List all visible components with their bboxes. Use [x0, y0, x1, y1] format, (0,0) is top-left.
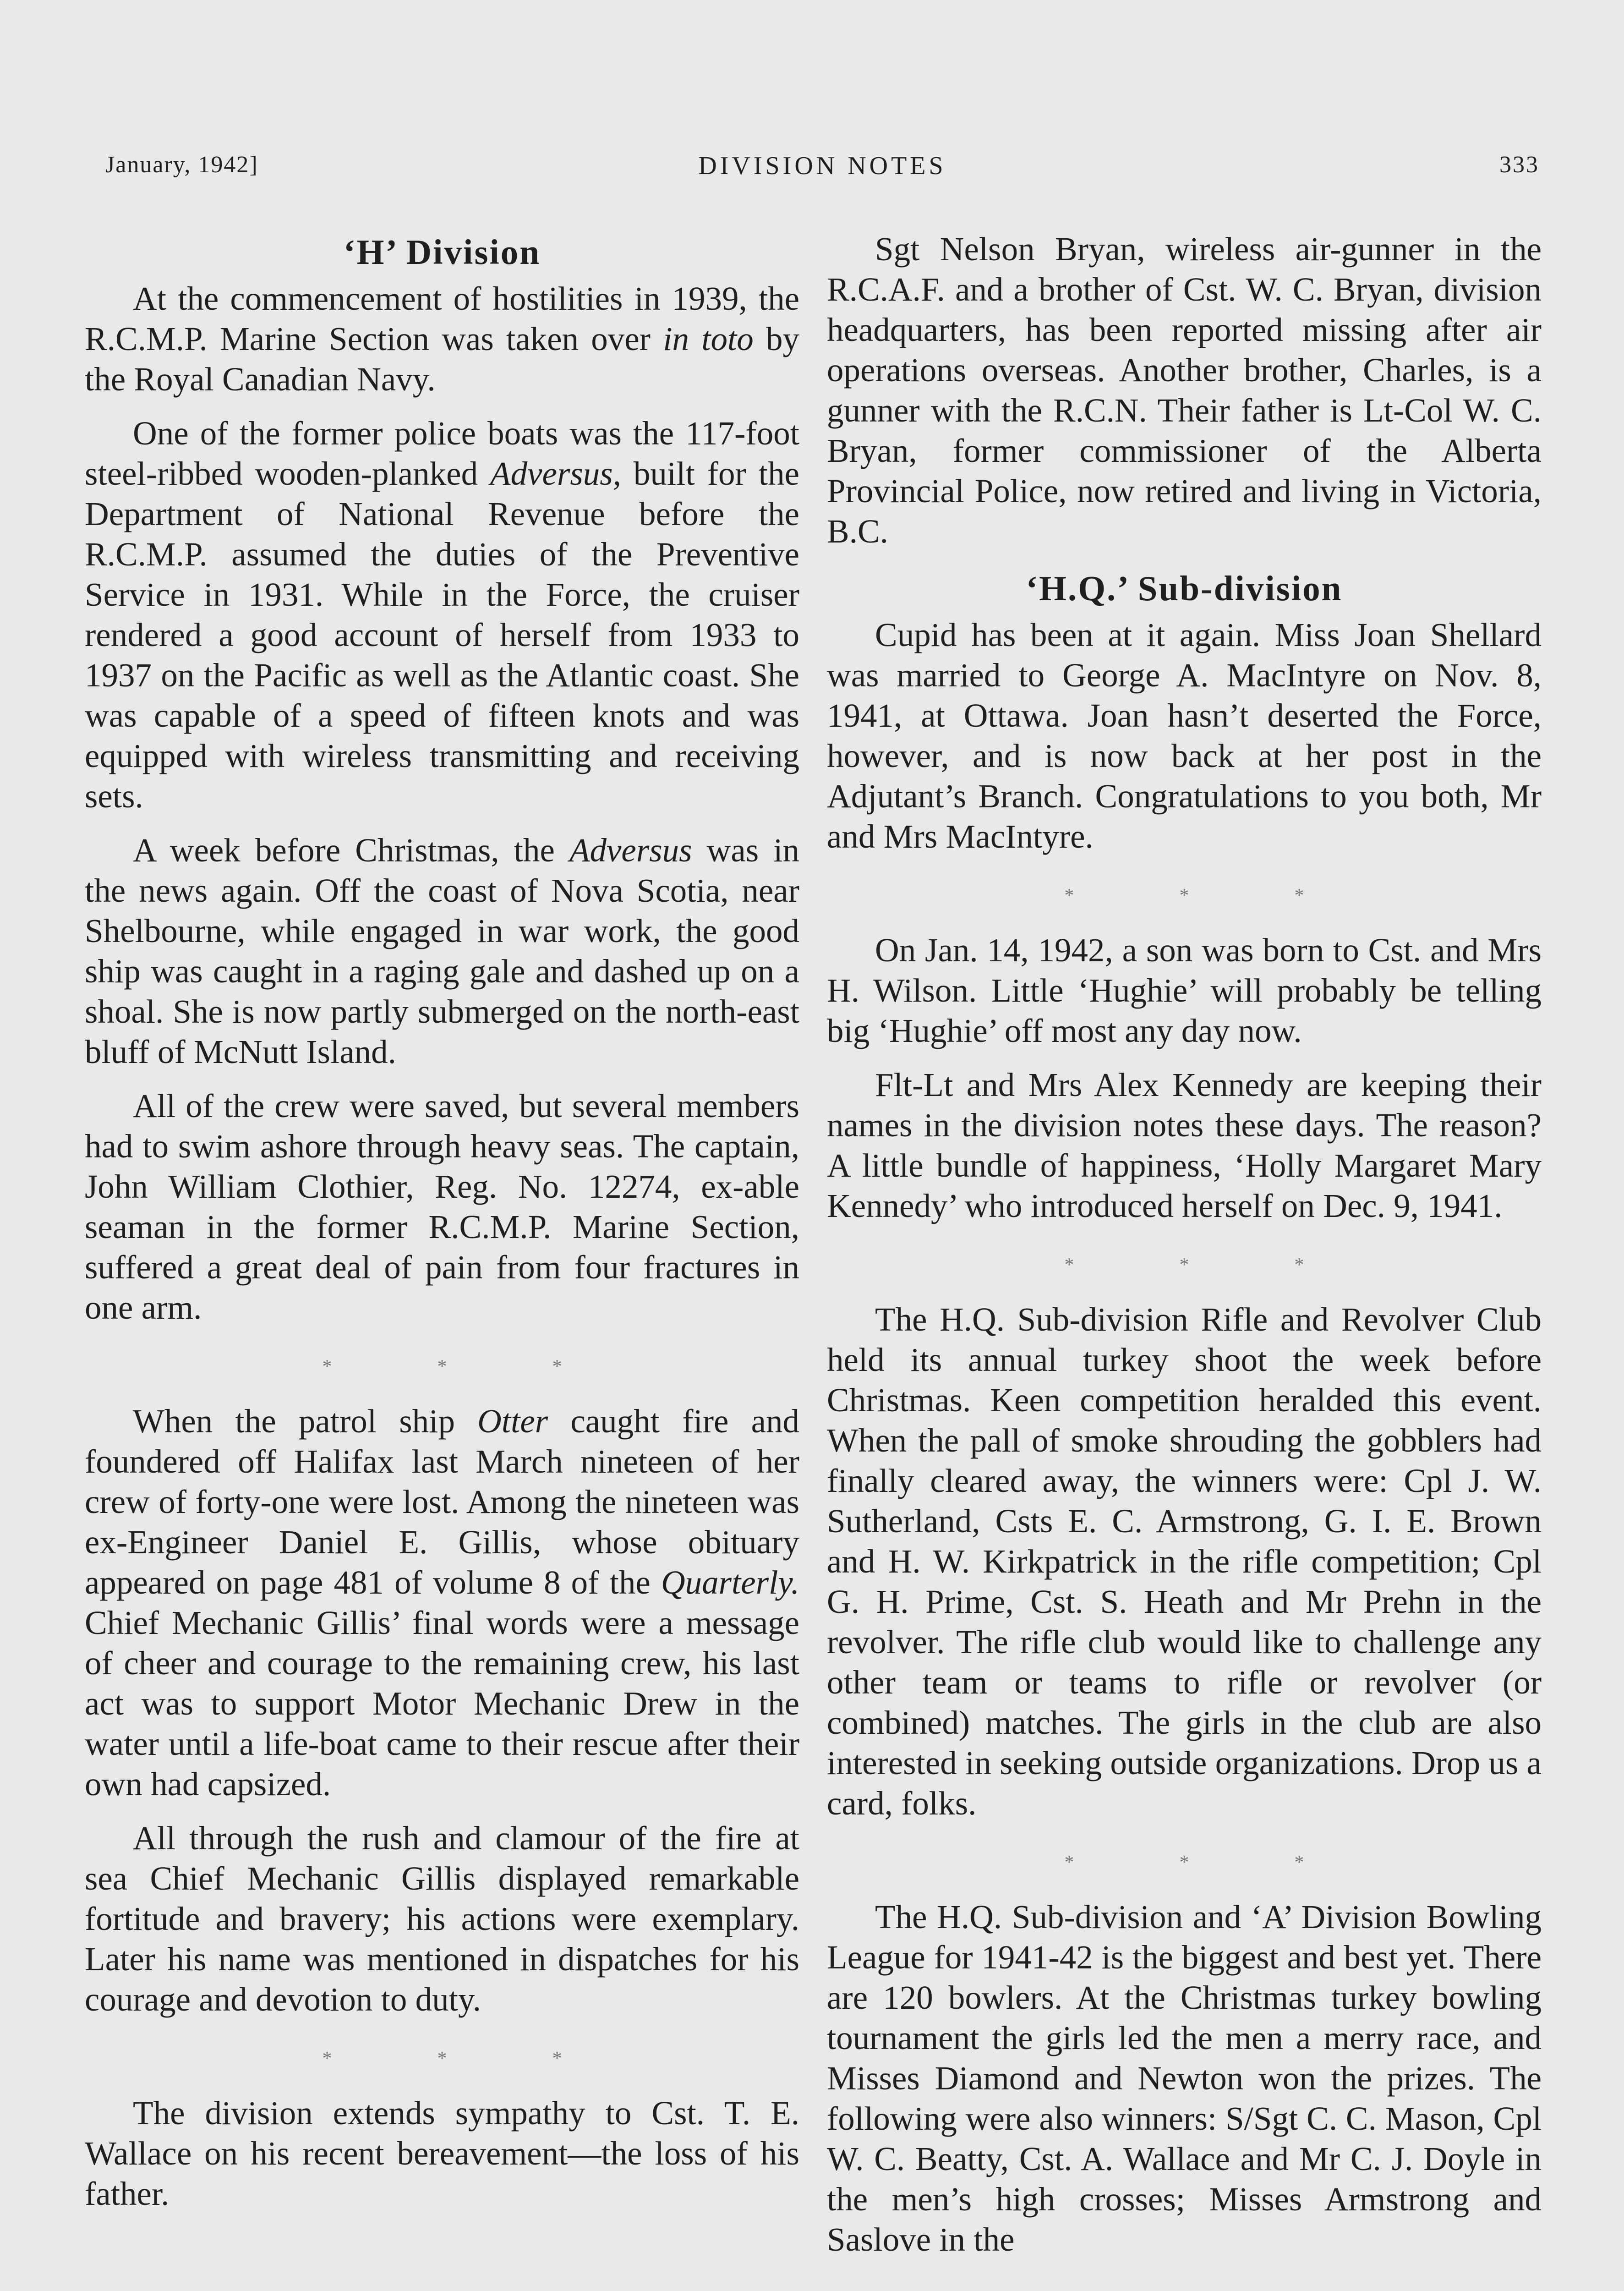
h-division-heading: ‘H’ Division	[343, 232, 541, 272]
section-title: DIVISION NOTES	[698, 152, 946, 180]
paragraph-bowling-league: The H.Q. Sub-division and ‘A’ Division Bowling League for 1941-42 is the biggest and best yet. There are 120 bowlers. At the Christmas turkey bowling tournament the girls led the men a merry race, and Misses Diamond and Newton won the prizes. The following were also winners: S/Sgt C. C. Mason, Cpl W. C. Beatty, Cst. A. Wallace and Mr C. J. Doyle in the men’s high crosses; Misses Armstrong and Saslove in the	[827, 1898, 1542, 2258]
paragraph-rifle-club: The H.Q. Sub-division Rifle and Revolver Club held its annual turkey shoot the week before Christmas. Keen competition heralded this event. When the pall of smoke shrouding the gobblers had finally cleared away, the winners were: Cpl J. W. Sutherland, Csts E. C. Armstrong, G. I. E. Brown and H. W. Kirkpatrick in the rifle competition; Cpl G. H. Prime, Cst. S. Heath and Mr Prehn in the revolver. The rifle club would like to challenge any other team or teams to rifle or revolver (or combined) matches. The girls in the club are also interested in seeking outside organizations. Drop us a card, folks.	[827, 1301, 1542, 1822]
asterisk: *	[437, 1356, 447, 1377]
asterisk: *	[322, 1356, 332, 1377]
text-run: A week before Christmas, the	[133, 832, 569, 869]
italic-text: Otter	[477, 1403, 548, 1440]
paragraph-crew-saved: All of the crew were saved, but several members had to swim ashore through heavy seas. The captain, John William Clothier, Reg. No. 12274, ex-able seaman in the former R.C.M.P. Marine Section, suffered a great deal of pain from four fractures in one arm.	[85, 1087, 799, 1326]
paragraph-wilson-birth: On Jan. 14, 1942, a son was born to Cst. and Mrs H. Wilson. Little ‘Hughie’ will probably be telling big ‘Hughie’ off most any day now.	[827, 932, 1542, 1049]
asterisk: *	[552, 1356, 562, 1377]
text-run: by the Royal Canadian Navy.	[85, 320, 799, 398]
paragraph-kennedy-birth: Flt-Lt and Mrs Alex Kennedy are keeping their names in the division notes these days. The reason? A little bundle of happiness, ‘Holly Margaret Mary Kennedy’ who introduced herself on Dec. 9, 1941.	[827, 1066, 1542, 1224]
section-separator	[85, 1342, 799, 1392]
asterisk: *	[1179, 1255, 1189, 1276]
running-head	[105, 147, 1539, 192]
asterisk: *	[1294, 885, 1304, 906]
paragraph-otter	[85, 1401, 799, 1804]
asterisk: *	[1179, 885, 1189, 906]
paragraph-gillis-bravery: All through the rush and clamour of the fire at sea Chief Mechanic Gillis displayed remarkable fortitude and bravery; his actions were exemplary. Later his name was mentioned in dispatches for his courage and devotion to duty.	[85, 1820, 799, 2018]
paragraph-marine-section	[85, 279, 799, 400]
text-run: One of the former police boats was the 117-foot steel-ribbed wooden-planked	[85, 415, 799, 492]
issue-date: January, 1942]	[105, 152, 258, 178]
section-separator	[827, 871, 1542, 921]
asterisk: *	[1294, 1255, 1304, 1276]
asterisk: *	[1064, 1255, 1074, 1276]
asterisk: *	[1064, 885, 1074, 906]
asterisk: *	[1179, 1852, 1189, 1873]
asterisk: *	[1064, 1852, 1074, 1873]
section-separator	[827, 1240, 1542, 1290]
asterisk: *	[322, 2048, 332, 2069]
left-column	[85, 229, 799, 2228]
paragraph-cupid: Cupid has been at it again. Miss Joan Shellard was married to George A. MacIntyre on Nov. 8, 1941, at Ottawa. Joan hasn’t deserted the Force, however, and is now back at her post in the Adjutant’s Branch. Congratulations to you both, Mr and Mrs MacIntyre.	[827, 616, 1542, 855]
italic-text: Adversus	[569, 832, 692, 869]
paragraph-adversus	[85, 413, 799, 817]
paragraph-sympathy: The division extends sympathy to Cst. T. E. Wallace on his recent bereavement—the loss of his father.	[85, 2094, 799, 2212]
italic-text: Adversus,	[490, 455, 621, 492]
right-column	[827, 229, 1542, 2274]
text-run: built for the Department of National Revenue before the R.C.M.P. assumed the duties of the Preventive Service in 1931. While in the Force, the cruiser rendered a good account of herself from 1933 to 1937 on the Pacific as well as the Atlantic coast. She was capable of a speed of fifteen knots and was equipped with wireless transmitting and receiving sets.	[85, 455, 799, 815]
text-run: was in the news again. Off the coast of Nova Scotia, near Shelbourne, while engaged in war work, the good ship was caught in a raging gale and dashed up on a shoal. She is now partly submerged on the north-east bluff of McNutt Island.	[85, 832, 799, 1070]
text-run: Chief Mechanic Gillis’ final words were a message of cheer and courage to the remaining crew, his last act was to support Motor Mechanic Drew in the water until a life-boat came to their rescue after their own had capsized.	[85, 1604, 799, 1803]
text-run: caught fire and foundered off Halifax last March nineteen of her crew of forty-one were lost. Among the nineteen was ex-Engineer Daniel E. Gillis, whose obituary appeared on page 481 of volume 8 of the	[85, 1403, 800, 1601]
italic-text: Quarterly.	[661, 1564, 799, 1601]
hq-subdivision-heading: ‘H.Q.’ Sub-division	[1026, 569, 1343, 608]
paragraph-bryan: Sgt Nelson Bryan, wireless air-gunner in the R.C.A.F. and a brother of Cst. W. C. Bryan, division headquarters, has been reported missing after air operations overseas. Another brother, Charles, is a gunner with the R.C.N. Their father is Lt-Col W. C. Bryan, former commissioner of the Alberta Provincial Police, now retired and living in Victoria, B.C.	[827, 230, 1542, 550]
text-run: When the patrol ship	[133, 1403, 478, 1440]
italic-text: in toto	[663, 320, 754, 357]
section-separator	[85, 2033, 799, 2084]
asterisk: *	[552, 2048, 562, 2069]
paragraph-adversus-wreck	[85, 830, 799, 1072]
asterisk: *	[437, 2048, 447, 2069]
asterisk: *	[1294, 1852, 1304, 1873]
section-separator	[827, 1837, 1542, 1888]
page-number: 333	[1499, 152, 1539, 178]
text-run: At the commencement of hostilities in 1939, the R.C.M.P. Marine Section was taken over	[85, 280, 799, 357]
